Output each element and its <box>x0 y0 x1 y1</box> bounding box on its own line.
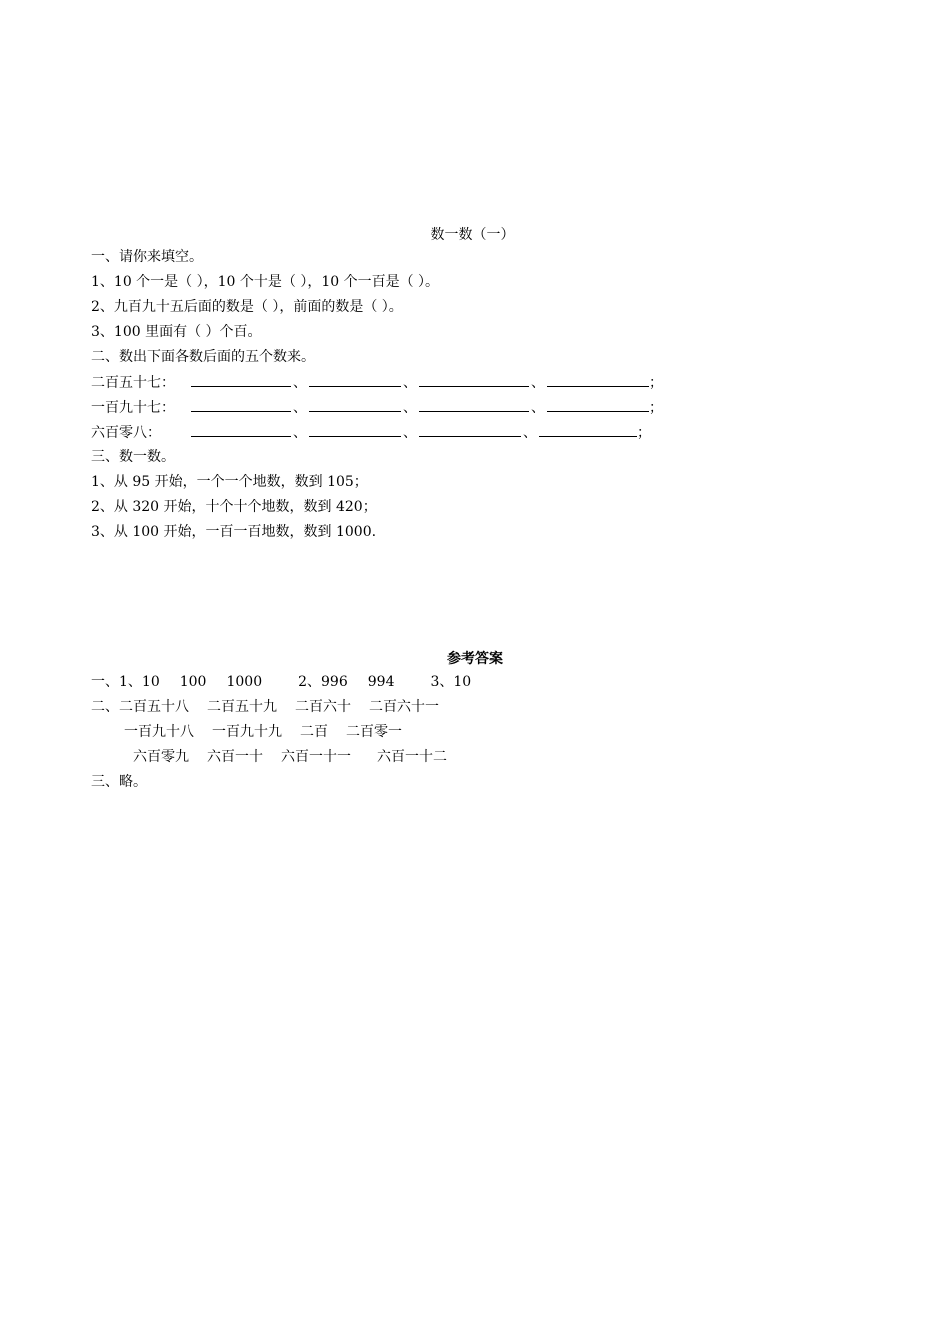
answer-2b-part: 一百九十九 <box>212 724 282 740</box>
answer-1-part: 一、1、10 <box>91 674 160 690</box>
answer-1 <box>91 672 471 692</box>
section3-q3: 3、从 100 开始，一百一百地数，数到 1000. <box>91 524 377 540</box>
blank-row-3: 六百零八： 、 、 、 ； <box>91 422 651 442</box>
page-title: 数一数（一） <box>430 227 515 243</box>
answer-1-part: 2、996 <box>298 674 348 690</box>
answer-2-part: 二百六十 <box>295 699 351 715</box>
answer-2-part: 二百六十一 <box>369 699 439 715</box>
row-label: 二百五十七： <box>91 375 175 391</box>
answer-blank[interactable] <box>309 422 401 437</box>
answer-blank[interactable] <box>191 397 291 412</box>
answers-title <box>0 648 950 668</box>
answer-2b-part: 二百 <box>300 724 328 740</box>
answer-1-part: 100 <box>179 674 207 690</box>
answer-1-part: 994 <box>367 674 395 690</box>
answer-1-part: 3、10 <box>430 674 472 690</box>
row-end: ； <box>649 400 663 416</box>
answer-blank[interactable] <box>419 422 521 437</box>
row-label: 六百零八： <box>91 425 161 441</box>
answer-blank[interactable] <box>539 422 637 437</box>
answer-2c-part: 六百零九 <box>133 749 189 765</box>
answer-2 <box>91 697 439 717</box>
section1-q3: 3、100 里面有（ ）个百。 <box>91 324 262 340</box>
answer-2c-part: 六百一十 <box>207 749 263 765</box>
section3-heading: 三、数一数。 <box>91 449 175 465</box>
answer-blank[interactable] <box>191 422 291 437</box>
answer-2b-part: 一百九十八 <box>124 724 194 740</box>
section3-q1: 1、从 95 开始，一个一个地数，数到 105； <box>91 474 368 490</box>
answer-blank[interactable] <box>547 372 649 387</box>
row-end: ； <box>637 425 651 441</box>
answer-blank[interactable] <box>191 372 291 387</box>
answer-1-part: 1000 <box>226 674 263 690</box>
blank-row-1: 二百五十七： 、 、 、 ； <box>91 372 663 392</box>
answer-blank[interactable] <box>419 372 529 387</box>
answer-2b <box>124 722 402 742</box>
section2-heading: 二、数出下面各数后面的五个数来。 <box>91 349 315 365</box>
section1-q1: 1、10 个一是（ ），10 个十是（ ），10 个一百是（ ）。 <box>91 274 440 290</box>
answer-2c <box>133 747 447 767</box>
answer-2-part: 二、二百五十八 <box>91 699 189 715</box>
answer-2c-part: 六百一十二 <box>377 749 447 765</box>
answer-2b-part: 二百零一 <box>346 724 402 740</box>
answer-blank[interactable] <box>419 397 529 412</box>
row-label: 一百九十七： <box>91 400 175 416</box>
answer-blank[interactable] <box>309 372 401 387</box>
answer-3: 三、略。 <box>91 774 147 790</box>
blank-row-2: 一百九十七： 、 、 、 ； <box>91 397 663 417</box>
section3-q2: 2、从 320 开始，十个十个地数，数到 420； <box>91 499 377 515</box>
answer-2-part: 二百五十九 <box>207 699 277 715</box>
row-end: ； <box>649 375 663 391</box>
answer-2c-part: 六百一十一 <box>281 749 351 765</box>
section1-heading: 一、请你来填空。 <box>91 249 203 265</box>
answers-title-text: 参考答案 <box>447 651 503 667</box>
answer-blank[interactable] <box>309 397 401 412</box>
answer-blank[interactable] <box>547 397 649 412</box>
section1-q2: 2、九百九十五后面的数是（ ），前面的数是（ ）。 <box>91 299 403 315</box>
